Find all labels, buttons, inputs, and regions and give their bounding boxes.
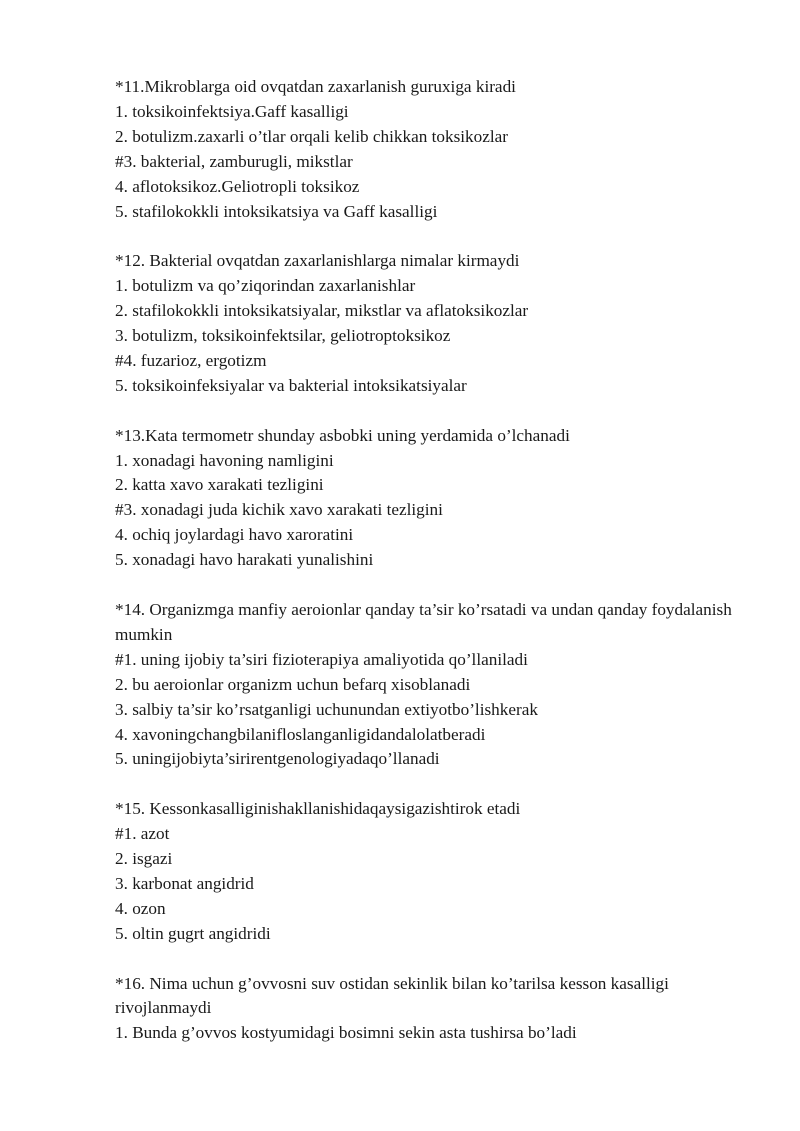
answer-option: 1. xonadagi havoning namligini bbox=[115, 450, 334, 470]
answer-option: 4. ozon bbox=[115, 898, 166, 918]
answer-option: 2. bu aeroionlar organizm uchun befarq xisoblanadi bbox=[115, 674, 471, 694]
question-16 bbox=[115, 972, 735, 1047]
question-title: *11.Mikroblarga oid ovqatdan zaxarlanish guruxiga kiradi bbox=[115, 77, 516, 96]
answer-option: 4. ochiq joylardagi havo xaroratini bbox=[115, 525, 354, 545]
question-title: *16. Nima uchun g’ovvosni suv ostidan sekinlik bilan ko’tarilsa kesson kasalligi rivojlanmaydi bbox=[115, 973, 669, 1018]
answer-option: 3. karbonat angidrid bbox=[115, 873, 254, 893]
answer-option-correct: #3. xonadagi juda kichik xavo xarakati tezligini bbox=[115, 500, 443, 520]
question-title: *12. Bakterial ovqatdan zaxarlanishlarga nimalar kirmaydi bbox=[115, 251, 520, 271]
answer-option: 1. botulizm va qo’ziqorindan zaxarlanishlar bbox=[115, 276, 416, 296]
spacer bbox=[115, 573, 735, 598]
question-14 bbox=[115, 598, 735, 772]
answer-option: 1. Bunda g’ovvos kostyumidagi bosimni sekin asta tushirsa bo’ladi bbox=[115, 1023, 577, 1043]
answer-option-correct: #4. fuzarioz, ergotizm bbox=[115, 350, 267, 370]
question-13 bbox=[115, 424, 735, 573]
question-list bbox=[115, 75, 735, 1046]
answer-option: 5. xonadagi havo harakati yunalishini bbox=[115, 550, 374, 570]
answer-option-correct: #1. uning ijobiy ta’siri fizioterapiya amaliyotida qo’llaniladi bbox=[115, 649, 528, 669]
answer-option: 3. salbiy ta’sir ko’rsatganligi uchunundan extiyotbo’lishkerak bbox=[115, 699, 538, 719]
answer-option-correct: #1. azot bbox=[115, 824, 170, 844]
answer-option: 5. stafilokokkli intoksikatsiya va Gaff kasalligi bbox=[115, 201, 438, 221]
answer-option: 3. botulizm, toksikoinfektsilar, geliotroptoksikoz bbox=[115, 326, 451, 346]
question-15 bbox=[115, 797, 735, 946]
spacer bbox=[115, 772, 735, 797]
spacer bbox=[115, 399, 735, 424]
spacer bbox=[115, 224, 735, 249]
answer-option: 2. stafilokokkli intoksikatsiyalar, mikstlar va aflatoksikozlar bbox=[115, 301, 529, 321]
question-title: *14. Organizmga manfiy aeroionlar qanday ta’sir ko’rsatadi va undan qanday foydalanish mumkin bbox=[115, 599, 732, 644]
question-title: *15. Kessonkasalliginishakllanishidaqaysigazishtirok etadi bbox=[115, 799, 521, 819]
spacer bbox=[115, 947, 735, 972]
question-title: *13.Kata termometr shunday asbobki uning yerdamida o’lchanadi bbox=[115, 425, 570, 445]
answer-option-correct: #3. bakterial, zamburugli, mikstlar bbox=[115, 151, 353, 171]
question-12 bbox=[115, 249, 735, 398]
answer-option: 5. uningijobiyta’sirirentgenologiyadaqo’llanadi bbox=[115, 749, 440, 769]
answer-option: 2. isgazi bbox=[115, 849, 173, 869]
question-11 bbox=[115, 75, 735, 224]
answer-option: 4. aflotoksikoz.Geliotropli toksikoz bbox=[115, 176, 360, 196]
answer-option: 5. toksikoinfeksiyalar va bakterial intoksikatsiyalar bbox=[115, 375, 467, 395]
answer-option: 4. xavoningchangbilanifloslanganligidandalolatberadi bbox=[115, 724, 486, 744]
answer-option: 5. oltin gugrt angidridi bbox=[115, 923, 271, 943]
answer-option: 1. toksikoinfektsiya.Gaff kasalligi bbox=[115, 101, 349, 121]
answer-option: 2. katta xavo xarakati tezligini bbox=[115, 475, 324, 495]
answer-option: 2. botulizm.zaxarli o’tlar orqali kelib chikkan toksikozlar bbox=[115, 126, 508, 146]
